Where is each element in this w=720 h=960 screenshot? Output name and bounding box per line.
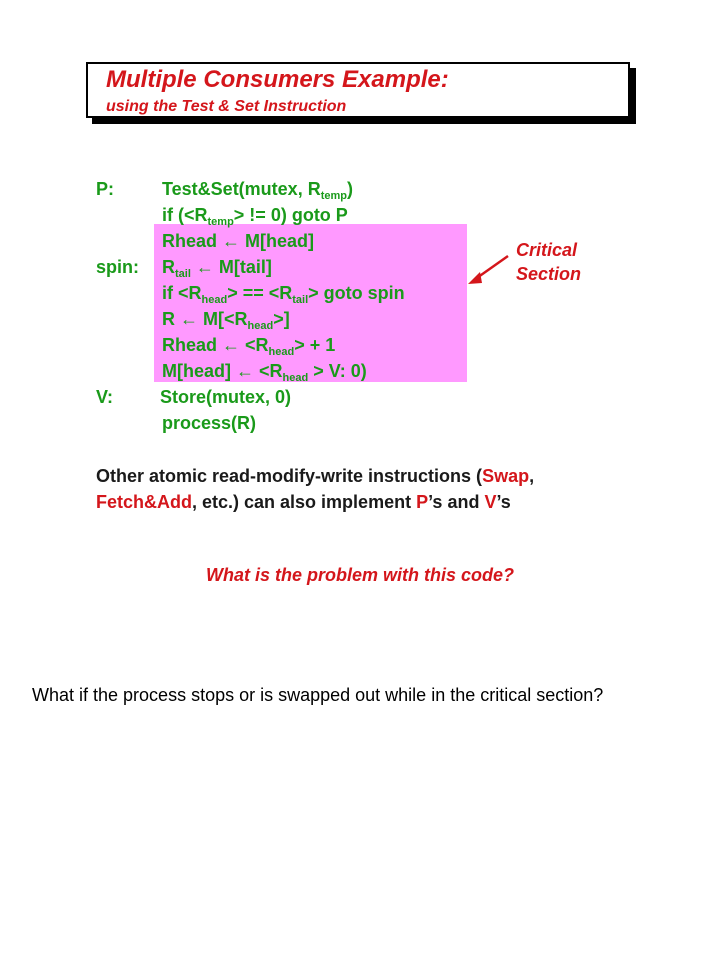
- label-p: P:: [96, 179, 114, 199]
- code-line-7: Rhead ← $<R_{head}> + 1$: [162, 335, 336, 358]
- critical-section-label-1: Critical: [516, 240, 578, 260]
- body-line-1: Other atomic read-modify-write instructions (Swap,: [96, 466, 535, 486]
- code-line-4: $R_{tail}$ ← M[tail]: [162, 257, 272, 280]
- code-line-8: M[head] ← $<R_{head} > V$: 0): [162, 361, 367, 384]
- question-text: What is the problem with this code?: [205, 565, 514, 585]
- code-line-5: if $<R_{head}> == <R_{tail}>$ goto spin: [162, 283, 405, 306]
- critical-section-arrow-icon: [460, 250, 520, 290]
- label-v: V:: [96, 387, 114, 407]
- slide-title: Multiple Consumers Example:: [106, 66, 449, 93]
- label-spin: spin:: [96, 257, 139, 277]
- slide-subtitle: using the Test & Set Instruction: [106, 98, 347, 115]
- answer-text: What if the process stops or is swapped out while in the critical section?: [32, 685, 604, 705]
- critical-section-label-2: Section: [516, 264, 582, 284]
- code-line-1: Test&Set(mutex, $R_{temp}$): [162, 179, 353, 202]
- code-line-9: Store(mutex, 0): [160, 387, 292, 407]
- code-line-2: if ($<R_{temp}>$ != 0) goto P: [162, 205, 348, 228]
- body-line-2: Fetch&Add, etc.) can also implement P’s and V’s: [96, 492, 511, 512]
- code-line-6: R ← $M[<R_{head}>]$: [162, 309, 290, 332]
- code-line-10: process(R): [162, 413, 257, 433]
- code-line-3: Rhead ← M[head]: [162, 231, 315, 251]
